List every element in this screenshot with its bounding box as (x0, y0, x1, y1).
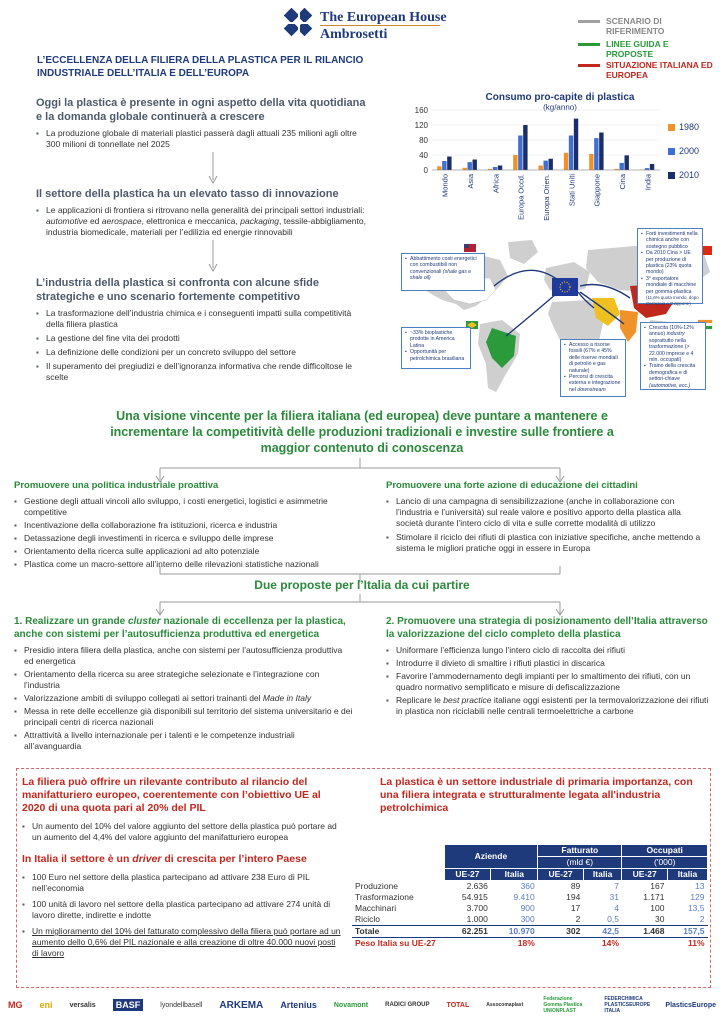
proposal-bullet: ▪ Presidio intera filiera della plastica, anche con sistemi per l’autosufficienza produttiva ed energetica (14, 645, 354, 667)
text: Replicare le (396, 695, 444, 705)
text-italic: industry (666, 331, 685, 338)
bar-2010-8 (650, 164, 654, 170)
cell: 13,5 (687, 903, 705, 913)
text-italic: Made in Italy (262, 693, 312, 703)
bar-2000-2 (493, 167, 497, 170)
callout-bullet: ▪ Da 2010 Cina > UE per produzione di plastica (23% quota mondo) (641, 250, 699, 276)
x-tick-label: India (643, 173, 653, 191)
text: italiane oggi esistenti per la termovalorizzazione dei rifiuti in plastica non riciclabili nelle centrali termoelettriche a carbone (396, 695, 709, 716)
table-total-row (352, 926, 708, 938)
callout-india (640, 322, 706, 390)
bar-2010-6 (599, 133, 603, 171)
callout-bullet: ▪ Forti investimenti nella chimica anche con sostegno pubblico (641, 231, 699, 250)
proposal-bullet: ▪ Attrattività a livello internazionale per i talenti e le competenze industriali all’avanguardia (14, 730, 354, 752)
sponsor-logo: MG (8, 1000, 23, 1010)
subheader-it: Italia (491, 869, 538, 881)
subheader-ue: UE-27 (444, 869, 491, 881)
vision-statement: Una visione vincente per la filiera italiana (ed europea) deve puntare a mantenere e incrementare la competitività delle produzioni tradizionali e investire sulle frontiere a maggior contenuto di conoscenza (110, 409, 614, 455)
legend-swatch (668, 124, 675, 131)
cell: 10.970 (491, 926, 538, 938)
bar-2000-5 (569, 136, 573, 171)
callout-bullet (644, 363, 702, 389)
subheader-ue: UE-27 (538, 869, 584, 881)
legend-label: LINEE GUIDA E PROPOSTE (606, 39, 669, 59)
table-row (352, 914, 708, 926)
y-tick-label: 0 (423, 166, 428, 175)
row-label: Peso Italia su UE-27 (352, 938, 444, 950)
text: ed (87, 216, 102, 226)
bar-2010-7 (625, 155, 629, 170)
x-tick-label: Giappone (592, 174, 602, 207)
proposal-bullet: ▪ Introdurre il divieto di smaltire i rifiuti plastici in discarica (386, 658, 711, 669)
x-tick-label: Stati Uniti (567, 174, 577, 207)
text: , elettronica e meccanica, (141, 216, 241, 226)
proposals-title: Due proposte per l’Italia da cui partire (254, 578, 470, 592)
education-heading: Promuovere una forte azione di educazione dei cittadini (386, 480, 638, 491)
table-row (352, 892, 708, 903)
policy-section (14, 480, 354, 570)
cell: 1.000 (466, 914, 488, 924)
cell: 2 (699, 914, 705, 924)
table-header-row (352, 845, 708, 857)
education-bullet: ▪ Stimolare il riciclo dei rifiuti di plastica con iniziative specifiche, anche mettendo a sistema le migliori pratiche oggi in essere in Europa (386, 532, 706, 554)
row-label: Trasformazione (355, 892, 414, 902)
cell: 30 (655, 914, 665, 924)
proposal-bullet: ▪ Favorire l’ammodernamento degli impianti per lo smaltimento dei rifiuti, con un quadro normativo semplificato e misure di defiscalizzazione (386, 671, 711, 693)
text-italic: (automotive, ecc.) (649, 382, 691, 389)
cell: 11% (622, 938, 708, 950)
cell: 31 (609, 892, 619, 902)
situation-bullet: ▪ 100 unità di lavoro nel settore della plastica partecipano ad attivare 274 unità di lavoro dirette, indirette e indotte (22, 899, 342, 921)
cell: 9.410 (513, 892, 535, 902)
logo-line2: Ambrosetti (320, 27, 388, 42)
proposal-2-heading: 2. Promuovere una strategia di posizionamento dell’Italia attraverso la valorizzazione del ciclo completo della plastica (386, 616, 708, 640)
sponsor-logo: eni (39, 1000, 53, 1010)
sponsor-logo: Assocomaplast (486, 1002, 524, 1008)
text-italic: downstream (577, 386, 606, 393)
callout-bullet (641, 276, 699, 308)
sponsor-logo: ARKEMA (219, 999, 264, 1011)
text: Crescita (10%-12% annuo) (649, 325, 694, 338)
bar-1980-4 (539, 166, 543, 171)
text-italic: best practice (443, 695, 492, 705)
proposal-bullet (386, 695, 711, 717)
proposal-bullet: ▪ Orientamento della ricerca su aree strategiche selezionate e l’integrazione con l’industria (14, 669, 354, 691)
cell: 1.468 (622, 926, 668, 938)
bar-1980-6 (589, 154, 593, 170)
callout-usa (401, 253, 485, 291)
chart-title: Consumo pro-capite di plastica (485, 92, 635, 103)
sponsor-logo: versalis (69, 1001, 96, 1009)
row-label: Riciclo (355, 914, 381, 924)
proposal-bullet (14, 693, 354, 704)
bar-2010-4 (549, 159, 553, 170)
text: Valorizzazione ambiti di sviluppo collegati ai settori trainanti del (24, 693, 263, 703)
bar-2000-7 (620, 163, 624, 170)
text: 1. Realizzare un grande (14, 616, 128, 627)
x-tick-label: Africa (491, 174, 501, 194)
legend-scenario (578, 16, 716, 36)
cell: 14% (538, 938, 622, 950)
y-tick-label: 40 (419, 151, 428, 160)
text-italic: automotive (46, 216, 88, 226)
branch-arrows-icon (150, 458, 570, 482)
intro-bullet: ▪ La gestione del fine vita dei prodotti (36, 333, 371, 344)
text-italic: cluster (127, 616, 161, 627)
bar-2000-0 (442, 161, 446, 170)
sponsor-logo: Federazione Gomma Plastica UNIONPLAST (543, 996, 583, 1014)
proposal-2 (386, 615, 711, 717)
text-italic: aerospace (101, 216, 142, 226)
legend-swatch (668, 172, 675, 179)
ambrosetti-logo-icon (284, 8, 314, 38)
bar-2010-0 (447, 157, 451, 171)
cell: 157,5 (667, 926, 707, 938)
table-row (352, 903, 708, 914)
cell: 13 (695, 881, 705, 891)
sponsor-logo: PlasticsEurope (665, 1001, 716, 1009)
intro-heading-3: L’industria della plastica si confronta con alcune sfide strategiche e uno scenario fortemente competitivo (36, 277, 320, 303)
legend-swatch (668, 148, 675, 155)
proposal-bullet: ▪ Messa in rete delle eccellenze già disponibili sul territorio del sistema universitario e dei principali centri di ricerca nazionali (14, 706, 354, 728)
header-occupati: Occupati (622, 845, 708, 857)
intro-heading-2: Il settore della plastica ha un elevato tasso di innovazione (36, 188, 339, 200)
sponsor-logo: Artenius (280, 1000, 317, 1010)
y-tick-label: 120 (414, 121, 428, 130)
text-italic: (shale gas e shale oil) (410, 268, 472, 282)
situation-bullet: ▪ 100 Euro nel settore della plastica partecipano ad attivare 238 Euro di PIL nell’economia (22, 872, 342, 894)
policy-bullet: ▪ Gestione degli attuali vincoli allo sviluppo, i costi energetici, logistici e asimmetrie competitive (14, 496, 354, 518)
bar-1980-3 (513, 155, 517, 170)
bar-2000-6 (594, 138, 598, 170)
cell: 900 (520, 903, 535, 913)
cell: 2 (575, 914, 581, 924)
cell: 360 (520, 881, 535, 891)
header-occupati-unit: ('000) (622, 857, 708, 869)
cell: 0,5 (607, 914, 619, 924)
legend-swatch-red (578, 64, 600, 67)
intro-section-3 (36, 276, 371, 383)
cell: 302 (538, 926, 584, 938)
subheader-it: Italia (583, 869, 622, 881)
y-tick-label: 80 (419, 136, 428, 145)
page-title: L’ECCELLENZA DELLA FILIERA DELLA PLASTICA PER IL RILANCIO INDUSTRIALE DELL’ITALIA E DELL’EUROPA (37, 55, 364, 79)
text: soprattutto nella trasformazione (> 22.000 imprese e 4 mln. occupati) (649, 337, 694, 364)
education-section (386, 480, 706, 554)
eu-flag-icon (552, 278, 578, 296)
callout-brazil (401, 327, 471, 369)
cell: 42,5 (583, 926, 622, 938)
text: nazionale di eccellenza per la plastica, anche con sistemi per l’autosufficienza produttiva ed energetica (14, 616, 346, 640)
legend-label: SCENARIO DI RIFERIMENTO (606, 16, 665, 36)
cell: 2.636 (466, 881, 488, 891)
subheader-it: Italia (667, 869, 707, 881)
cell: 89 (570, 881, 581, 891)
intro-heading-1: Oggi la plastica è presente in ogni aspetto della vita quotidiana e la domanda globale continuerà a crescere (36, 97, 366, 123)
text: Percorsi di crescita esterna e integrazione nel (569, 374, 621, 393)
header-aziende: Aziende (444, 845, 538, 869)
cell: 194 (566, 892, 581, 902)
cell: 17 (570, 903, 581, 913)
logo-divider (320, 25, 440, 26)
chart-legend-item (668, 122, 699, 132)
proposal-bullet: ▪ Uniformare l’efficienza lungo l’intero ciclo di raccolta dei rifiuti (386, 645, 711, 656)
x-tick-label: Mondo (440, 174, 450, 197)
bar-2000-3 (518, 136, 522, 171)
text-italic: packaging (240, 216, 279, 226)
text-italic: driver (132, 853, 162, 865)
sponsor-logo: RADICI GROUP (385, 1002, 430, 1008)
cell: 129 (690, 892, 705, 902)
sponsor-logo: lyondellbasell (160, 1001, 203, 1009)
cell: 1.171 (643, 892, 665, 902)
proposal-1-heading (14, 615, 354, 641)
table-corner (352, 869, 444, 881)
situation-bullet: ▪ Un aumento del 10% del valore aggiunto del settore della plastica può portare ad un aumento del 4,4% del valore aggiunto del manifatturiero europea (22, 821, 342, 843)
callout-bullet (564, 374, 622, 393)
subheader-ue: UE-27 (622, 869, 668, 881)
cell: 300 (520, 914, 535, 924)
policy-bullet: ▪ Orientamento della ricerca sulle applicazioni ad alto potenziale (14, 546, 354, 557)
callout-bullet: ▪ ~33% bioplastiche prodotte in America Latina (405, 330, 467, 349)
intro-bullet: ▪ La produzione globale di materiali plastici passerà dagli attuali 235 milioni agli oltre 300 milioni di tonnellate nel 2025 (36, 128, 366, 150)
policy-bullet: ▪ Incentivazione della collaborazione fra istituzioni, ricerca e industria (14, 520, 354, 531)
bar-2000-1 (468, 162, 472, 170)
text: 3° esportatore mondiale di macchine per gomma-plastica (646, 275, 697, 295)
cell: 3.700 (466, 903, 488, 913)
text: Le applicazioni di frontiera si ritrovano nella generalità dei principali settori industriali: (46, 205, 365, 215)
callout-bullet: ▪ Accesso a risorse fossili (67% e 45% delle riserve mondiali di petrolio e gas naturale) (564, 342, 622, 374)
row-label: Totale (352, 926, 444, 938)
branch-arrows-2-icon (150, 594, 570, 616)
chart-unit: (kg/anno) (543, 103, 577, 112)
industry-table (352, 844, 708, 949)
cell: 18% (444, 938, 538, 950)
table-row (352, 881, 708, 893)
legend-label: 2000 (679, 146, 700, 156)
intro-bullet: ▪ La definizione delle condizioni per un concreto sviluppo del settore (36, 347, 371, 358)
situation-right (380, 776, 700, 815)
intro-section-2 (36, 187, 371, 238)
cell: 100 (650, 903, 665, 913)
logo-line1: The European House (320, 10, 447, 25)
bar-1980-1 (463, 168, 467, 170)
callout-bullet (644, 325, 702, 363)
row-label: Macchinari (355, 903, 397, 913)
intro-bullet: ▪ Il superamento dei pregiudizi e dell’ignoranza informativa che rende difficoltose le scelte (36, 361, 371, 383)
legend-situazione (578, 60, 716, 80)
cell: 54.915 (461, 892, 488, 902)
bar-1980-0 (437, 166, 441, 170)
chart-legend-item (668, 170, 699, 180)
cell: 167 (650, 881, 665, 891)
x-tick-label: Europa Orien. (542, 174, 551, 221)
chart-legend-item (668, 146, 699, 156)
bar-2010-3 (523, 125, 527, 170)
x-tick-label: Asia (466, 174, 475, 189)
intro-section-1 (36, 96, 366, 150)
table-subheader-row (352, 869, 708, 881)
situation-left-heading: La filiera può offrire un rilevante contributo al rilancio del manifatturiero europeo, coerentemente con l’obiettivo UE al 2020 di una quota pari al 20% del PIL (22, 776, 321, 814)
header-fatturato-unit: (mld €) (538, 857, 622, 869)
bar-2010-1 (473, 160, 477, 171)
down-arrow-icon (208, 152, 218, 184)
intro-bullet: ▪ La trasformazione dell’industria chimica e i conseguenti impatti sulla competitività della filiera plastica (36, 308, 371, 330)
callout-mideast (560, 339, 626, 397)
bar-1980-5 (564, 153, 568, 170)
sponsor-logo: TOTAL (446, 1001, 470, 1009)
legend-label: 2010 (679, 170, 700, 180)
legend-swatch-green (578, 43, 600, 46)
situation-left-heading-2 (22, 853, 342, 866)
sponsor-logo: FEDERCHIMICA PLASTICSEUROPE ITALIA (604, 996, 651, 1014)
intro-bullet (36, 205, 371, 238)
bar-2010-2 (498, 166, 502, 171)
y-tick-label: 160 (414, 106, 428, 115)
cell: 4 (614, 903, 619, 913)
legend-swatch-grey (578, 20, 600, 23)
consumption-bar-chart (400, 104, 662, 228)
policy-bullet: ▪ Plastica come un macro-settore all’interno delle rilevazioni statistiche nazionali (14, 559, 354, 570)
legend-label: SITUAZIONE ITALIANA ED EUROPEA (606, 60, 713, 80)
down-arrow-icon (208, 240, 218, 272)
text: Traino della crescita demografica e di settori-chiave (649, 363, 696, 383)
bar-2000-4 (544, 161, 548, 170)
sponsor-logo: BASF (113, 999, 144, 1011)
sponsor-logos (8, 988, 716, 1022)
situation-right-heading: La plastica è un settore industriale di primaria importanza, con una filiera integrata e strutturalmente legata all'industria petrolchimica (380, 776, 693, 814)
bar-2010-5 (574, 119, 578, 170)
callout-bullet (405, 256, 481, 282)
policy-bullet: ▪ Detassazione degli investimenti in ricerca e sviluppo delle imprese (14, 533, 354, 544)
row-label: Produzione (355, 880, 399, 891)
text-small: (11,6% quota mondo, dopo Germania e Giappone) (646, 295, 699, 307)
table-corner (352, 857, 444, 869)
sponsor-logo: Novamont (333, 1001, 369, 1009)
education-bullet: ▪ Lancio di una campagna di sensibilizzazione (anche in collaborazione con l’industria e l’università) sul reale valore e positivo apporto della plastica alla società durante l’intero ciclo di vita e sulle corrette modalità di utilizzo (386, 496, 706, 529)
situation-left (22, 776, 342, 959)
text: di crescita per l’intero Paese (161, 853, 307, 865)
x-tick-label: Cina (618, 174, 627, 190)
text: , tessile-abbigliamento, industria biomedicale, materiali per l’edilizia ed energie rinnovabili (46, 216, 366, 237)
callout-china (637, 228, 703, 307)
cell: 62.251 (444, 926, 491, 938)
legend-label: 1980 (679, 122, 700, 132)
header-fatturato: Fatturato (538, 845, 622, 857)
table-corner (352, 845, 444, 857)
x-tick-label: Europa Occd. (516, 174, 526, 220)
proposal-1 (14, 615, 354, 752)
legend-proposte (578, 39, 716, 59)
situation-bullet: ▪ Un miglioramento del 10% del fatturato complessivo della filiera può portare ad un aumento dello 0,6% del PIL nazionale e alla creazione di oltre 40.000 nuovi posti di lavoro (22, 926, 342, 959)
callout-bullet: ▪ Opportunità per petrolchimica brasiliana (405, 349, 467, 362)
cell: 7 (614, 881, 619, 891)
table-peso-row (352, 938, 708, 950)
policy-heading: Promuovere una politica industriale proattiva (14, 480, 219, 491)
text: Abbattimento costi energetici con combustibili non convenzionali (410, 256, 477, 275)
text: In Italia il settore è un (22, 853, 133, 865)
